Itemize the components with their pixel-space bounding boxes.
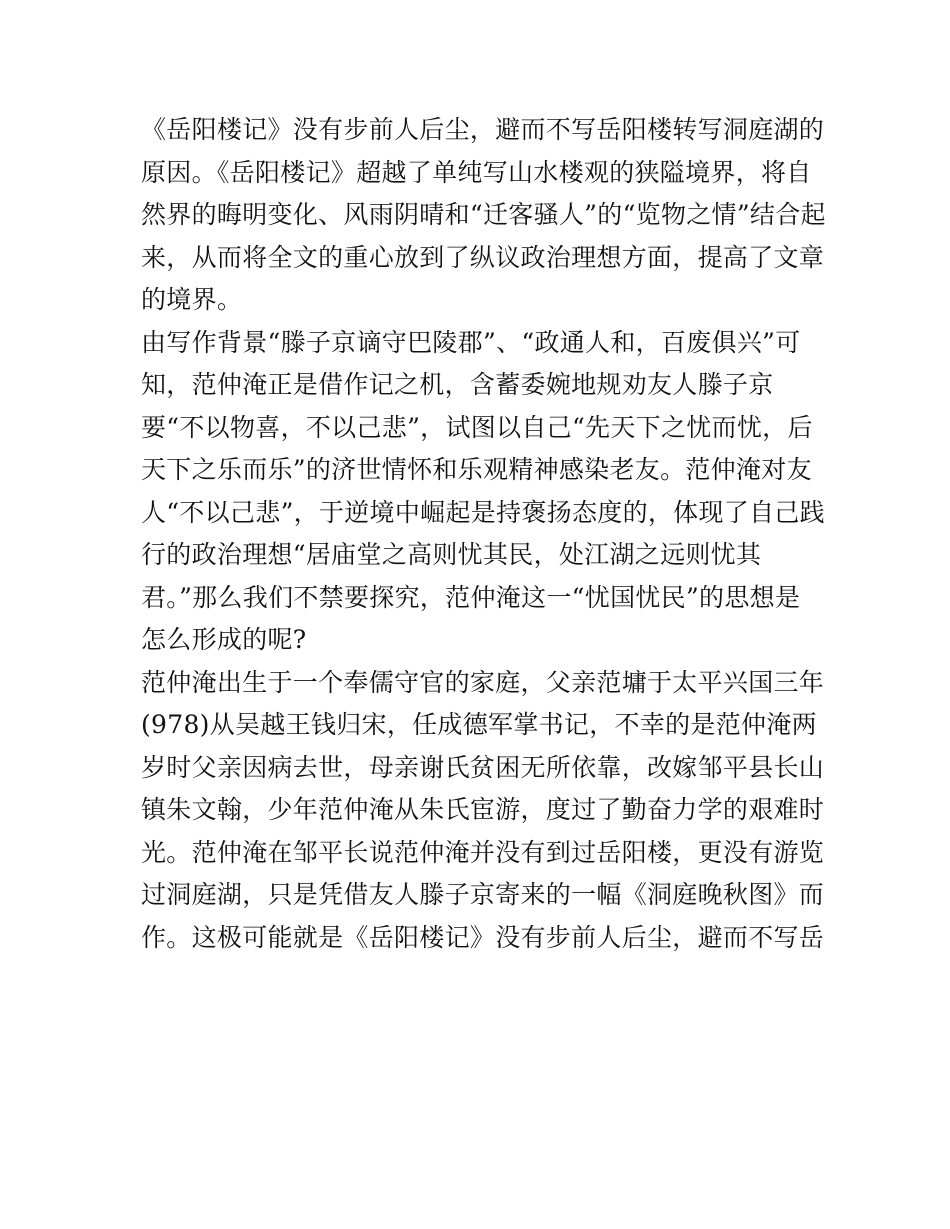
text-line: 范仲淹出生于一个奉儒守官的家庭，父亲范墉于太平兴国三年 xyxy=(141,667,825,697)
text-line: 要“不以物喜，不以己悲”，试图以自己“先天下之忧而忧，后 xyxy=(141,412,813,442)
text-line: 镇朱文翰，少年范仲淹从朱氏宦游，度过了勤奋力学的艰难时 xyxy=(141,795,825,824)
text-line: (978)从吴越王钱归宋，任成德军掌书记，不幸的是范仲淹两 xyxy=(141,710,817,739)
text-line: 由写作背景“滕子京谪守巴陵郡”、“政通人和，百废俱兴”可 xyxy=(141,327,801,357)
text-line: 来，从而将全文的重心放到了纵议政治理想方面，提高了文章 xyxy=(141,242,825,272)
text-line: 原因。《岳阳楼记》超越了单纯写山水楼观的狭隘境界，将自 xyxy=(141,157,812,187)
text-line: 作。这极可能就是《岳阳楼记》没有步前人后尘，避而不写岳 xyxy=(141,922,825,952)
text-line: 光。范仲淹在邹平长说范仲淹并没有到过岳阳楼，更没有游览 xyxy=(141,837,825,867)
text-line: 君。”那么我们不禁要探究，范仲淹这一“忧国忧民”的思想是 xyxy=(141,582,801,612)
text-line: 知，范仲淹正是借作记之机，含蓄委婉地规劝友人滕子京 xyxy=(141,370,774,399)
text-line: 岁时父亲因病去世，母亲谢氏贫困无所依靠，改嫁邹平县长山 xyxy=(141,752,825,782)
text-line: 行的政治理想“居庙堂之高则忧其民，处江湖之远则忧其 xyxy=(141,540,762,569)
text-line: 人“不以己悲”，于逆境中崛起是持褒扬态度的，体现了自己践 xyxy=(141,497,825,527)
document-body xyxy=(141,109,826,959)
text-line: 怎么形成的呢? xyxy=(141,625,307,654)
text-line: 的境界。 xyxy=(141,285,243,314)
text-line: 过洞庭湖，只是凭借友人滕子京寄来的一幅《洞庭晚秋图》而 xyxy=(141,880,825,909)
text-line: 天下之乐而乐”的济世情怀和乐观精神感染老友。范仲淹对友 xyxy=(141,455,812,484)
text-line: 然界的晦明变化、风雨阴晴和“迁客骚人”的“览物之情”结合起 xyxy=(141,200,826,229)
text-line: 《岳阳楼记》没有步前人后尘，避而不写岳阳楼转写洞庭湖的 xyxy=(141,115,825,144)
